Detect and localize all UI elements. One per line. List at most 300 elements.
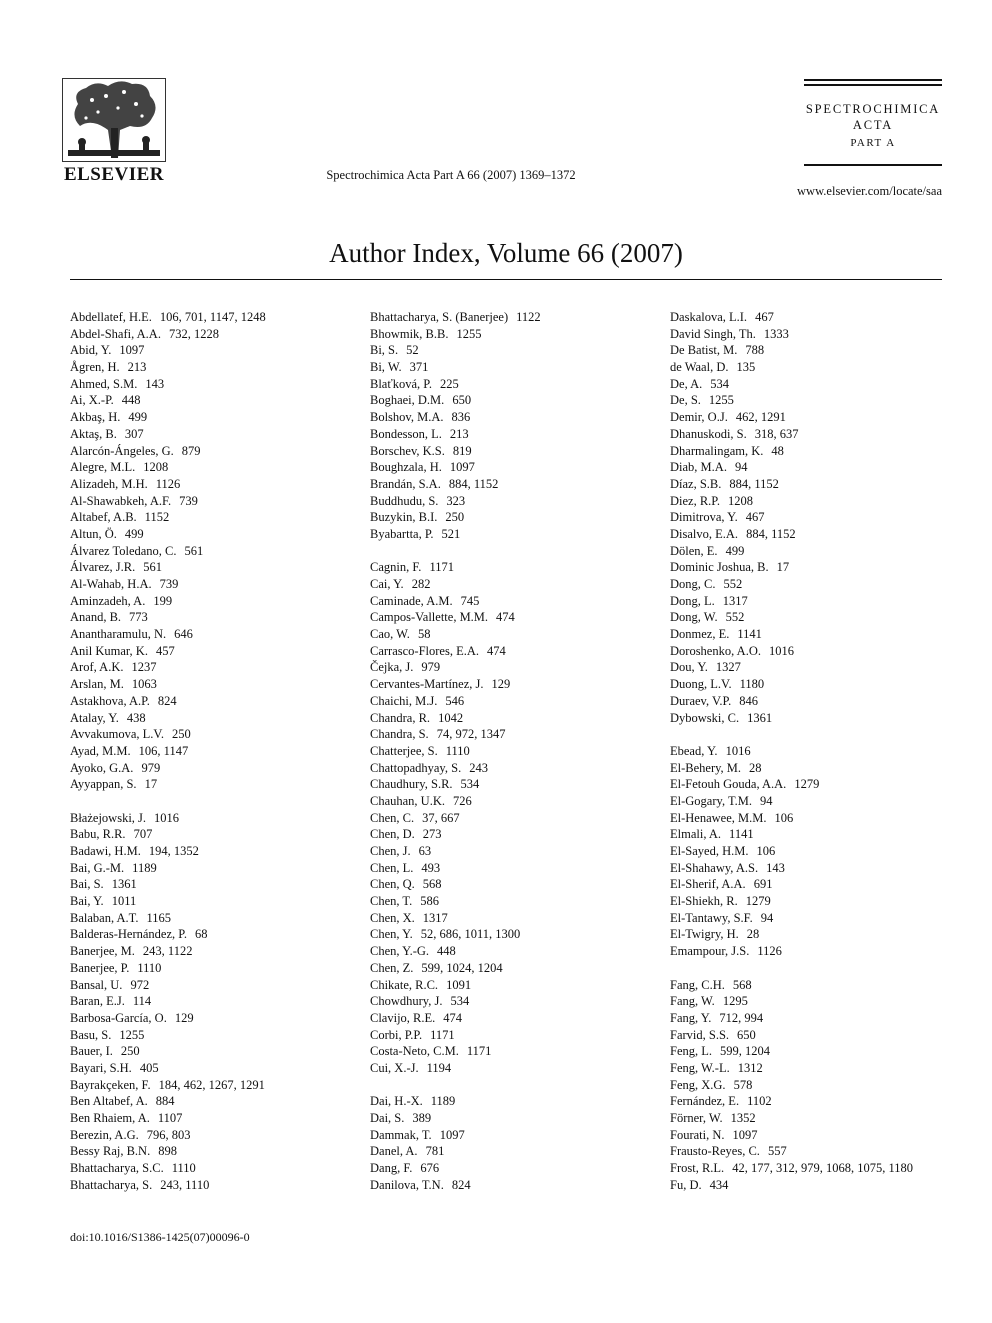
index-entry	[670, 743, 960, 760]
author-name: Byabartta, P.	[370, 526, 434, 541]
page-numbers: 1097	[449, 460, 475, 475]
index-entry	[70, 710, 360, 727]
page-numbers: 457	[155, 643, 175, 658]
author-name: Fang, W.	[670, 994, 715, 1009]
page-numbers: 474	[487, 643, 506, 658]
author-name: Ayyappan, S.	[70, 777, 137, 792]
author-name: Al-Shawabkeh, A.F.	[70, 493, 172, 508]
index-entry	[70, 359, 360, 376]
doi[interactable]: doi:10.1016/S1386-1425(07)00096-0	[70, 1230, 250, 1244]
page-numbers: 979	[421, 660, 441, 675]
author-name: Chowdhury, J.	[370, 994, 443, 1009]
author-name: Banerjee, P.	[70, 960, 130, 975]
author-name: Bansal, U.	[70, 977, 123, 992]
author-name: Buddhudu, S.	[370, 493, 439, 508]
index-entry	[70, 1077, 360, 1094]
index-entry	[670, 760, 960, 777]
author-name: Abdel-Shafi, A.A.	[70, 326, 161, 341]
page-numbers: 561	[184, 543, 204, 558]
page-numbers: 243, 1110	[160, 1177, 210, 1192]
page-numbers: 586	[420, 894, 439, 909]
author-name: Corbi, P.P.	[370, 1027, 423, 1042]
journal-name-line2: ACTA	[852, 118, 894, 132]
index-entry	[70, 659, 360, 676]
author-name: Clavijo, R.E.	[370, 1010, 436, 1025]
index-entry	[670, 1060, 960, 1077]
page-numbers: 106, 1147	[138, 743, 189, 758]
index-entry	[70, 726, 360, 743]
author-name: Borschev, K.S.	[370, 443, 445, 458]
author-name: Abid, Y.	[70, 343, 112, 358]
page-numbers: 184, 462, 1267, 1291	[158, 1077, 265, 1092]
page-numbers: 650	[452, 393, 472, 408]
index-entry	[670, 576, 960, 593]
index-entry	[370, 459, 660, 476]
page-numbers: 499	[725, 543, 745, 558]
page-numbers: 824	[157, 693, 177, 708]
page-numbers: 1208	[728, 493, 753, 508]
author-name: El-Henawee, M.M.	[670, 810, 767, 825]
author-name: Frost, R.L.	[670, 1161, 725, 1176]
index-entry	[70, 776, 360, 793]
page-numbers: 499	[128, 410, 148, 425]
page-numbers: 972	[130, 977, 150, 992]
index-entry	[70, 376, 360, 393]
page-numbers: 707	[133, 827, 153, 842]
author-name: Altun, Ö.	[70, 526, 117, 541]
index-entry	[670, 776, 960, 793]
page-numbers: 106	[756, 844, 776, 858]
page-numbers: 979	[141, 760, 161, 775]
index-entry	[670, 676, 960, 693]
index-entry	[70, 1027, 360, 1044]
page-numbers: 1361	[111, 877, 137, 892]
author-name: Ebead, Y.	[670, 743, 718, 758]
page-numbers: 1327	[715, 660, 741, 675]
author-name: Cagnin, F.	[370, 560, 422, 575]
index-entry	[670, 593, 960, 610]
author-name: Babu, R.R.	[70, 827, 126, 842]
index-entry	[670, 993, 960, 1010]
index-entry	[70, 676, 360, 693]
author-name: Arof, A.K.	[70, 660, 124, 675]
page-numbers: 1126	[155, 476, 181, 491]
page-numbers: 243, 1122	[142, 944, 193, 959]
page-numbers: 534	[450, 994, 470, 1009]
author-name: El-Tantawy, S.F.	[670, 910, 753, 925]
index-entry	[670, 860, 960, 877]
page-numbers: 143	[766, 860, 785, 875]
author-name: Dhanuskodi, S.	[670, 426, 747, 441]
index-entry	[370, 526, 660, 543]
page-numbers: 726	[453, 793, 472, 808]
index-entry	[70, 526, 360, 543]
page-numbers: 1237	[131, 660, 157, 675]
index-entry	[70, 1010, 360, 1027]
author-name: Berezin, A.G.	[70, 1127, 139, 1142]
page-numbers: 773	[129, 610, 148, 625]
page-numbers: 1255	[119, 1027, 145, 1042]
page-numbers: 58	[417, 627, 431, 642]
author-name: Chen, T.	[370, 894, 413, 909]
page-numbers: 1317	[722, 593, 748, 608]
author-name: Chen, C.	[370, 810, 415, 825]
author-name: Dharmalingam, K.	[670, 443, 764, 458]
page-numbers: 819	[452, 443, 472, 458]
page-numbers: 599, 1204	[720, 1044, 771, 1059]
author-name: Boughzala, H.	[370, 460, 442, 475]
index-entry	[70, 1160, 360, 1177]
page-numbers: 691	[753, 877, 773, 892]
index-entry	[670, 626, 960, 643]
author-name: Aktaş, B.	[70, 426, 117, 441]
page-numbers: 1352	[730, 1111, 756, 1125]
page-numbers: 282	[411, 577, 431, 591]
index-entry	[70, 426, 360, 443]
page-numbers: 1165	[146, 910, 172, 925]
index-entry	[370, 559, 660, 576]
author-name: Bhowmik, B.B.	[370, 326, 449, 341]
index-entry	[70, 1093, 360, 1110]
author-name: Baran, E.J.	[70, 994, 125, 1009]
author-name: Anantharamulu, N.	[70, 627, 167, 642]
index-entry	[370, 576, 660, 593]
page-numbers: 474	[496, 610, 515, 625]
page-numbers: 52, 686, 1011, 1300	[420, 927, 521, 942]
index-entry	[370, 860, 660, 877]
page-numbers: 499	[124, 526, 144, 541]
index-entry	[370, 1143, 660, 1160]
index-entry	[370, 1010, 660, 1027]
index-entry	[70, 476, 360, 493]
index-entry	[370, 593, 660, 610]
author-name: Bai, G.-M.	[70, 860, 125, 875]
author-name: Fernández, E.	[670, 1094, 740, 1109]
author-name: Chikate, R.C.	[370, 977, 439, 992]
page-numbers: 135	[736, 360, 756, 375]
author-name: Čejka, J.	[370, 660, 414, 675]
author-name: Chandra, S.	[370, 727, 429, 742]
page-numbers: 1107	[157, 1111, 183, 1125]
author-name: Bolshov, M.A.	[370, 410, 444, 425]
author-name: Danel, A.	[370, 1144, 418, 1159]
page-numbers: 52	[406, 343, 419, 358]
page-numbers: 552	[723, 577, 743, 591]
page-numbers: 712, 994	[719, 1010, 764, 1025]
masthead-rule	[804, 164, 942, 166]
author-name: Ben Rhaiem, A.	[70, 1111, 150, 1125]
index-entry	[370, 659, 660, 676]
page-numbers: 1016	[154, 810, 180, 825]
page-numbers: 250	[445, 510, 465, 525]
page-numbers: 213	[127, 360, 147, 375]
author-name: Fourati, N.	[670, 1127, 725, 1142]
index-entry	[370, 443, 660, 460]
author-name: Bhattacharya, S. (Banerjee)	[370, 310, 509, 324]
page-numbers: 846	[739, 693, 758, 708]
page-numbers: 898	[158, 1144, 177, 1159]
index-entry	[670, 609, 960, 626]
page-numbers: 114	[132, 994, 152, 1009]
index-entry	[70, 826, 360, 843]
index-entry	[70, 893, 360, 910]
index-entry	[70, 626, 360, 643]
author-name: Balderas-Hernández, P.	[70, 927, 187, 942]
index-entry	[370, 626, 660, 643]
page-numbers: 561	[143, 560, 163, 575]
page-numbers: 448	[121, 393, 141, 408]
author-name: Ågren, H.	[70, 360, 120, 375]
author-name: Ayad, M.M.	[70, 743, 131, 758]
page-numbers: 1110	[445, 743, 470, 758]
author-name: Anil Kumar, K.	[70, 643, 148, 658]
author-name: Dang, F.	[370, 1161, 413, 1176]
author-name: Bi, S.	[370, 343, 399, 358]
page-numbers: 676	[420, 1161, 440, 1176]
index-entry	[70, 1127, 360, 1144]
index-entry	[670, 443, 960, 460]
index-entry	[70, 543, 360, 560]
author-name: Duong, L.V.	[670, 677, 732, 692]
index-entry	[70, 977, 360, 994]
author-name: Fu, D.	[670, 1177, 702, 1192]
author-name: Donmez, E.	[670, 627, 730, 642]
author-name: Badawi, H.M.	[70, 844, 141, 858]
author-name: Elmali, A.	[670, 827, 722, 842]
page-numbers: 1063	[131, 677, 157, 692]
page-numbers: 28	[749, 760, 762, 775]
author-name: Ahmed, S.M.	[70, 376, 138, 391]
index-column-2	[370, 309, 660, 1193]
masthead-rule	[804, 84, 942, 86]
page-numbers: 884, 1152	[729, 476, 779, 491]
page-numbers: 250	[120, 1044, 140, 1059]
page-numbers: 1141	[729, 827, 754, 842]
index-entry	[70, 559, 360, 576]
page-numbers: 1171	[430, 1027, 455, 1042]
author-name: Bondesson, L.	[370, 426, 442, 441]
index-entry	[70, 593, 360, 610]
author-name: Chandra, R.	[370, 710, 431, 725]
author-name: Feng, X.G.	[670, 1077, 726, 1092]
author-name: Aminzadeh, A.	[70, 593, 146, 608]
index-entry	[370, 760, 660, 777]
author-name: Dong, L.	[670, 593, 715, 608]
index-entry	[70, 1060, 360, 1077]
page-numbers: 199	[153, 593, 173, 608]
index-entry	[670, 826, 960, 843]
index-entry	[370, 1043, 660, 1060]
journal-masthead	[804, 79, 942, 169]
page-numbers: 434	[709, 1177, 729, 1192]
page-numbers: 318, 637	[754, 426, 799, 441]
author-name: Chen, Y.	[370, 927, 413, 942]
author-name: Dölen, E.	[670, 543, 718, 558]
author-name: de Waal, D.	[670, 360, 729, 375]
page-numbers: 1279	[794, 777, 820, 792]
author-name: Álvarez, J.R.	[70, 560, 136, 575]
page-numbers: 307	[124, 426, 144, 441]
author-name: Chen, D.	[370, 827, 415, 842]
index-entry	[370, 793, 660, 810]
index-entry	[670, 876, 960, 893]
index-entry	[370, 426, 660, 443]
index-entry	[670, 1160, 960, 1177]
page-numbers: 781	[425, 1144, 445, 1159]
page-numbers: 557	[767, 1144, 787, 1159]
page-numbers: 467	[745, 510, 765, 525]
page-numbers: 1097	[119, 343, 145, 358]
page-numbers: 534	[710, 376, 730, 391]
page-numbers: 1110	[137, 960, 162, 975]
page-numbers: 68	[194, 927, 208, 942]
page-numbers: 389	[412, 1111, 432, 1125]
index-entry	[70, 443, 360, 460]
section-gap	[370, 543, 660, 560]
index-entry	[70, 576, 360, 593]
title-divider	[70, 279, 942, 280]
author-name: Cervantes-Martínez, J.	[370, 677, 484, 692]
page-numbers: 836	[451, 410, 471, 425]
author-name: El-Fetouh Gouda, A.A.	[670, 777, 787, 792]
index-entry	[670, 793, 960, 810]
page-numbers: 1189	[132, 860, 157, 875]
page-numbers: 467	[755, 310, 774, 324]
page-numbers: 1141	[737, 627, 762, 642]
index-entry	[370, 910, 660, 927]
page-numbers: 732, 1228	[168, 326, 219, 341]
author-name: Daskalova, L.I.	[670, 310, 748, 324]
page-numbers: 94	[734, 460, 748, 475]
author-name: Demir, O.J.	[670, 410, 728, 425]
author-name: Bhattacharya, S.	[70, 1177, 153, 1192]
index-entry	[70, 1143, 360, 1160]
page-numbers: 250	[171, 727, 191, 742]
index-entry	[370, 693, 660, 710]
journal-name-line1: SPECTROCHIMICA	[805, 102, 941, 116]
index-entry	[670, 359, 960, 376]
page-numbers: 1180	[739, 677, 765, 692]
index-entry	[70, 409, 360, 426]
index-entry	[70, 392, 360, 409]
page-numbers: 1016	[725, 743, 751, 758]
index-entry	[670, 376, 960, 393]
index-entry	[370, 960, 660, 977]
index-entry	[370, 1160, 660, 1177]
author-name: Basu, S.	[70, 1027, 112, 1042]
index-entry	[670, 1077, 960, 1094]
author-name: Feng, L.	[670, 1044, 713, 1059]
author-name: Chen, Z.	[370, 960, 414, 975]
index-entry	[370, 1110, 660, 1127]
author-name: De Batist, M.	[670, 343, 738, 358]
index-entry	[370, 1127, 660, 1144]
author-name: El-Sayed, H.M.	[670, 844, 749, 858]
author-name: Dou, Y.	[670, 660, 708, 675]
index-entry	[370, 776, 660, 793]
index-entry	[370, 726, 660, 743]
page-numbers: 474	[443, 1010, 463, 1025]
page-numbers: 106, 701, 1147, 1248	[159, 310, 266, 324]
index-entry	[370, 509, 660, 526]
author-name: Costa-Neto, C.M.	[370, 1044, 459, 1059]
page-numbers: 1016	[768, 643, 794, 658]
index-entry	[370, 359, 660, 376]
author-name: Al-Wahab, H.A.	[70, 577, 152, 591]
author-name: Campos-Vallette, M.M.	[370, 610, 489, 625]
page-numbers: 63	[418, 844, 432, 858]
author-name: Buzykin, B.I.	[370, 510, 438, 525]
page-numbers: 129	[491, 677, 511, 692]
author-name: Doroshenko, A.O.	[670, 643, 761, 658]
index-entry	[670, 326, 960, 343]
index-entry	[670, 926, 960, 943]
page-numbers: 599, 1024, 1204	[421, 960, 503, 975]
author-name: Cai, Y.	[370, 577, 404, 591]
page-numbers: 438	[126, 710, 146, 725]
index-entry	[70, 910, 360, 927]
author-name: Álvarez Toledano, C.	[70, 543, 177, 558]
index-entry	[370, 1060, 660, 1077]
index-entry	[70, 693, 360, 710]
author-name: De, S.	[670, 393, 701, 408]
author-name: Cui, X.-J.	[370, 1060, 419, 1075]
index-entry	[670, 1177, 960, 1194]
page-numbers: 1208	[143, 460, 169, 475]
author-name: Chaichi, M.J.	[370, 693, 438, 708]
author-name: Duraev, V.P.	[670, 693, 732, 708]
author-name: Błażejowski, J.	[70, 810, 147, 825]
index-entry	[670, 843, 960, 860]
index-entry	[670, 309, 960, 326]
page-numbers: 28	[746, 927, 760, 942]
index-entry	[370, 1093, 660, 1110]
author-name: Alizadeh, M.H.	[70, 476, 148, 491]
index-entry	[370, 609, 660, 626]
index-entry	[670, 342, 960, 359]
page-numbers: 884, 1152	[448, 476, 499, 491]
page-numbers: 462, 1291	[735, 410, 786, 425]
index-entry	[670, 493, 960, 510]
author-name: Dai, H.-X.	[370, 1094, 423, 1109]
author-name: Dominic Joshua, B.	[670, 560, 769, 575]
index-entry	[70, 1043, 360, 1060]
index-entry	[70, 459, 360, 476]
author-name: Bayrakçeken, F.	[70, 1077, 151, 1092]
index-entry	[370, 977, 660, 994]
index-entry	[370, 893, 660, 910]
index-entry	[70, 493, 360, 510]
index-entry	[670, 943, 960, 960]
index-entry	[70, 960, 360, 977]
index-entry	[70, 760, 360, 777]
page-numbers: 1279	[745, 894, 771, 909]
page-numbers: 405	[139, 1060, 159, 1075]
index-entry	[670, 476, 960, 493]
journal-url[interactable]: www.elsevier.com/locate/saa	[797, 184, 942, 198]
author-name: Atalay, Y.	[70, 710, 119, 725]
author-name: Chauhan, U.K.	[370, 793, 445, 808]
index-entry	[370, 309, 660, 326]
page-numbers: 194, 1352	[148, 844, 199, 858]
journal-part: PART A	[850, 137, 896, 149]
page-numbers: 1312	[737, 1060, 763, 1075]
index-entry	[370, 1027, 660, 1044]
index-entry	[370, 376, 660, 393]
index-entry	[70, 843, 360, 860]
page-numbers: 273	[422, 827, 442, 842]
page-numbers: 568	[422, 877, 442, 892]
